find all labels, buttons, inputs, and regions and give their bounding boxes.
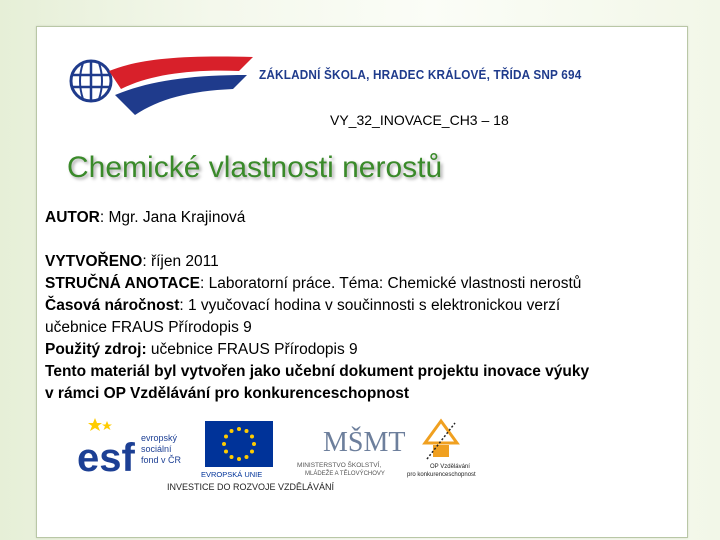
eu-star [250, 435, 254, 439]
author-label: AUTOR [45, 209, 100, 226]
source-value: učebnice FRAUS Přírodopis 9 [146, 341, 358, 358]
eu-star [245, 455, 249, 459]
eu-star [230, 429, 234, 433]
author-line [45, 207, 685, 229]
eu-star [252, 442, 256, 446]
school-name: ZÁKLADNÍ ŠKOLA, HRADEC KRÁLOVÉ, TŘÍDA SNP 694 [259, 68, 582, 82]
time-line [45, 295, 685, 317]
esf-caption-3: fond v ČR [141, 455, 182, 465]
esf-caption-2: sociální [141, 444, 172, 454]
msmt-logo [297, 427, 405, 477]
project-line-1: Tento materiál byl vytvořen jako učební dokument projektu inovace výuky [45, 363, 590, 380]
eu-star [245, 429, 249, 433]
project-line-2: v rámci OP Vzdělávání pro konkurenceschopnost [45, 385, 410, 402]
op-logo [407, 421, 476, 478]
source-line [45, 339, 685, 361]
eu-star [224, 435, 228, 439]
created-line [45, 251, 685, 273]
eu-caption: EVROPSKÁ UNIE [201, 470, 263, 479]
investment-caption: INVESTICE DO ROZVOJE VZDĚLÁVÁNÍ [167, 482, 335, 492]
eu-star [250, 450, 254, 454]
info-block [45, 207, 685, 405]
slide-title: Chemické vlastnosti nerostů [67, 151, 443, 184]
eu-star [224, 450, 228, 454]
author-value: : Mgr. Jana Krajinová [99, 209, 246, 226]
document-code: VY_32_INOVACE_CH3 – 18 [330, 112, 509, 128]
eu-star [230, 455, 234, 459]
time-value: : 1 vyučovací hodina v součinnosti s elektronickou verzí [179, 297, 561, 314]
eu-star [222, 442, 226, 446]
msmt-wordmark: MŠMT [323, 427, 406, 458]
op-caption-2: pro konkurenceschopnost [407, 472, 476, 478]
annotation-line [45, 273, 685, 295]
time-label: Časová náročnost [45, 297, 180, 314]
eu-star [237, 427, 241, 431]
msmt-caption-2: MLÁDEŽE A TĚLOVÝCHOVY [305, 471, 385, 477]
esf-logo [75, 415, 195, 480]
esf-wordmark: esf [77, 436, 135, 480]
school-logo [69, 45, 253, 125]
source-label: Použitý zdroj: [45, 341, 147, 358]
eu-star [237, 457, 241, 461]
esf-caption-1: evropský [141, 433, 178, 443]
slide [36, 26, 688, 538]
created-value: : říjen 2011 [142, 253, 219, 270]
annotation-label: STRUČNÁ ANOTACE [45, 275, 200, 292]
op-caption-1: OP Vzdělávání [430, 464, 470, 470]
funding-logos [75, 415, 595, 505]
created-label: VYTVOŘENO [45, 253, 143, 270]
annotation-value: : Laboratorní práce. Téma: Chemické vlastnosti nerostů [200, 275, 582, 292]
time-line-2: učebnice FRAUS Přírodopis 9 [45, 319, 252, 336]
msmt-caption-1: MINISTERSTVO ŠKOLSTVÍ, [297, 462, 382, 469]
eu-flag [201, 421, 273, 479]
